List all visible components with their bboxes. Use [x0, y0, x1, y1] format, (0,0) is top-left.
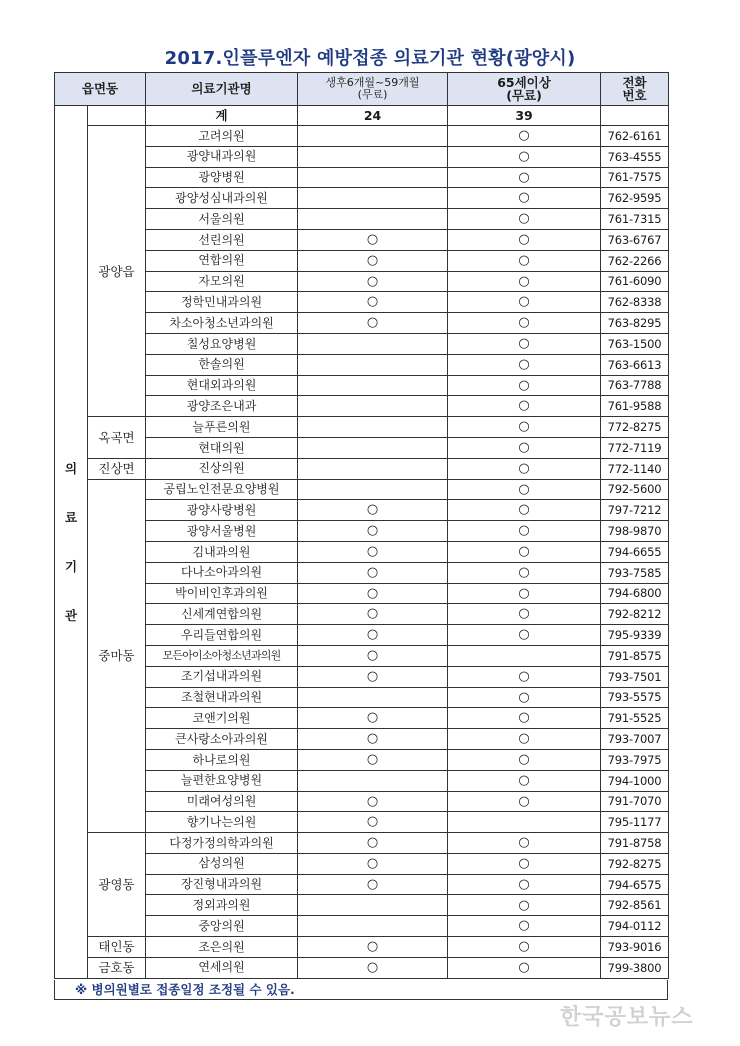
senior-vaccine-cell: ○ [448, 604, 601, 625]
child-vaccine-cell: ○ [298, 666, 448, 687]
table-row [55, 645, 669, 666]
group-label [55, 106, 88, 979]
child-vaccine-cell [298, 687, 448, 708]
table-row [55, 625, 669, 646]
header-child [298, 73, 448, 106]
phone-number-cell: 792-8212 [601, 604, 669, 625]
phone-number-cell: 763-1500 [601, 333, 669, 354]
institution-name-cell: 연합의원 [146, 250, 298, 271]
senior-vaccine-cell: ○ [448, 458, 601, 479]
phone-number-cell: 772-1140 [601, 458, 669, 479]
phone-number-cell: 792-8561 [601, 895, 669, 916]
senior-vaccine-cell: ○ [448, 500, 601, 521]
child-vaccine-cell: ○ [298, 625, 448, 646]
table-row [55, 188, 669, 209]
district-cell: 태인동 [88, 937, 146, 958]
institution-name-cell: 공립노인전문요양병원 [146, 479, 298, 500]
phone-number-cell: 793-7501 [601, 666, 669, 687]
district-cell: 금호동 [88, 957, 146, 978]
table-row [55, 833, 669, 854]
child-vaccine-cell [298, 167, 448, 188]
table-row [55, 687, 669, 708]
institution-name-cell: 현대외과의원 [146, 375, 298, 396]
table-row [55, 541, 669, 562]
table-row [55, 708, 669, 729]
senior-vaccine-cell: ○ [448, 937, 601, 958]
header-child-line2: (무료) [357, 88, 388, 101]
senior-vaccine-cell: ○ [448, 625, 601, 646]
table-row [55, 146, 669, 167]
district-cell: 중마동 [88, 479, 146, 833]
table-row [55, 167, 669, 188]
institution-name-cell: 미래여성의원 [146, 791, 298, 812]
phone-number-cell: 793-9016 [601, 937, 669, 958]
phone-number-cell: 762-8338 [601, 292, 669, 313]
child-vaccine-cell: ○ [298, 271, 448, 292]
phone-number-cell: 797-7212 [601, 500, 669, 521]
senior-vaccine-cell: ○ [448, 479, 601, 500]
phone-number-cell: 761-7315 [601, 209, 669, 230]
phone-number-cell: 795-9339 [601, 625, 669, 646]
table-row [55, 500, 669, 521]
phone-number-cell: 763-7788 [601, 375, 669, 396]
institution-name-cell: 광양서울병원 [146, 521, 298, 542]
child-vaccine-cell [298, 375, 448, 396]
table-row [55, 666, 669, 687]
district-cell: 옥곡면 [88, 417, 146, 459]
senior-vaccine-cell: ○ [448, 333, 601, 354]
senior-vaccine-cell: ○ [448, 729, 601, 750]
senior-vaccine-cell: ○ [448, 167, 601, 188]
total-phone-empty [601, 106, 669, 126]
senior-vaccine-cell: ○ [448, 126, 601, 147]
table-row [55, 583, 669, 604]
institution-name-cell: 현대의원 [146, 437, 298, 458]
institution-name-cell: 고려의원 [146, 126, 298, 147]
child-vaccine-cell [298, 146, 448, 167]
phone-number-cell: 763-4555 [601, 146, 669, 167]
phone-number-cell: 762-2266 [601, 250, 669, 271]
senior-vaccine-cell: ○ [448, 957, 601, 978]
child-vaccine-cell: ○ [298, 812, 448, 833]
table-row [55, 375, 669, 396]
institution-name-cell: 정외과의원 [146, 895, 298, 916]
table-row [55, 874, 669, 895]
senior-vaccine-cell: ○ [448, 521, 601, 542]
child-vaccine-cell: ○ [298, 313, 448, 334]
senior-vaccine-cell: ○ [448, 833, 601, 854]
phone-number-cell: 772-7119 [601, 437, 669, 458]
institution-name-cell: 조기섭내과의원 [146, 666, 298, 687]
institution-name-cell: 칠성요양병원 [146, 333, 298, 354]
phone-number-cell: 772-8275 [601, 417, 669, 438]
institution-name-cell: 모든아이소아청소년과의원 [146, 645, 298, 666]
phone-number-cell: 761-9588 [601, 396, 669, 417]
child-vaccine-cell: ○ [298, 604, 448, 625]
institution-name-cell: 진상의원 [146, 458, 298, 479]
phone-number-cell: 798-9870 [601, 521, 669, 542]
senior-vaccine-cell: ○ [448, 396, 601, 417]
institution-name-cell: 다나소아과의원 [146, 562, 298, 583]
group-label-char: 료 [64, 509, 78, 525]
institution-name-cell: 큰사랑소아과의원 [146, 729, 298, 750]
senior-vaccine-cell: ○ [448, 916, 601, 937]
phone-number-cell: 793-7007 [601, 729, 669, 750]
phone-number-cell: 792-8275 [601, 853, 669, 874]
senior-vaccine-cell: ○ [448, 791, 601, 812]
header-senior-line1: 65세이상 [497, 74, 551, 90]
institution-name-cell: 조은의원 [146, 937, 298, 958]
institution-name-cell: 늘편한요양병원 [146, 770, 298, 791]
child-vaccine-cell [298, 417, 448, 438]
phone-number-cell: 794-1000 [601, 770, 669, 791]
phone-number-cell: 793-7975 [601, 749, 669, 770]
senior-vaccine-cell: ○ [448, 209, 601, 230]
table-row [55, 791, 669, 812]
phone-number-cell: 794-6575 [601, 874, 669, 895]
page-title: 2017.인플루엔자 예방접종 의료기관 현황(광양시) [164, 48, 576, 69]
senior-vaccine-cell [448, 812, 601, 833]
total-row [55, 106, 669, 126]
child-vaccine-cell: ○ [298, 645, 448, 666]
child-vaccine-cell: ○ [298, 562, 448, 583]
table-row [55, 604, 669, 625]
table-row [55, 853, 669, 874]
child-vaccine-cell: ○ [298, 791, 448, 812]
institution-name-cell: 연세의원 [146, 957, 298, 978]
institution-name-cell: 김내과의원 [146, 541, 298, 562]
table-row [55, 229, 669, 250]
senior-vaccine-cell: ○ [448, 853, 601, 874]
child-vaccine-cell [298, 916, 448, 937]
table-row [55, 333, 669, 354]
phone-number-cell: 791-8575 [601, 645, 669, 666]
header-district: 읍면동 [55, 73, 146, 106]
district-cell: 광영동 [88, 833, 146, 937]
phone-number-cell: 762-9595 [601, 188, 669, 209]
total-empty-cell [88, 106, 146, 126]
institution-name-cell: 조철현내과의원 [146, 687, 298, 708]
senior-vaccine-cell: ○ [448, 417, 601, 438]
senior-vaccine-cell: ○ [448, 354, 601, 375]
institution-name-cell: 다정가정의학과의원 [146, 833, 298, 854]
header-senior [448, 73, 601, 106]
child-vaccine-cell: ○ [298, 957, 448, 978]
phone-number-cell: 763-6767 [601, 229, 669, 250]
institution-name-cell: 광양내과의원 [146, 146, 298, 167]
table-row [55, 417, 669, 438]
child-vaccine-cell [298, 437, 448, 458]
institution-name-cell: 광양조은내과 [146, 396, 298, 417]
child-vaccine-cell [298, 895, 448, 916]
institution-name-cell: 한솔의원 [146, 354, 298, 375]
institution-name-cell: 광양병원 [146, 167, 298, 188]
senior-vaccine-cell: ○ [448, 313, 601, 334]
senior-vaccine-cell: ○ [448, 437, 601, 458]
institution-name-cell: 코앤기의원 [146, 708, 298, 729]
table-row [55, 957, 669, 978]
phone-number-cell: 761-6090 [601, 271, 669, 292]
senior-vaccine-cell: ○ [448, 770, 601, 791]
institution-name-cell: 신세계연합의원 [146, 604, 298, 625]
child-vaccine-cell: ○ [298, 833, 448, 854]
child-vaccine-cell: ○ [298, 853, 448, 874]
child-vaccine-cell: ○ [298, 521, 448, 542]
child-vaccine-cell [298, 188, 448, 209]
table-row [55, 458, 669, 479]
footnote: ※ 병의원별로 접종일정 조정될 수 있음. [54, 980, 668, 1000]
institution-name-cell: 장진형내과의원 [146, 874, 298, 895]
senior-vaccine-cell: ○ [448, 292, 601, 313]
phone-number-cell: 792-5600 [601, 479, 669, 500]
table-row [55, 770, 669, 791]
child-vaccine-cell [298, 354, 448, 375]
header-institution: 의료기관명 [146, 73, 298, 106]
group-label-char: 의 [64, 460, 78, 476]
child-vaccine-cell: ○ [298, 541, 448, 562]
phone-number-cell: 791-8758 [601, 833, 669, 854]
district-cell: 진상면 [88, 458, 146, 479]
child-vaccine-cell [298, 209, 448, 230]
table-row [55, 521, 669, 542]
child-vaccine-cell [298, 396, 448, 417]
phone-number-cell: 762-6161 [601, 126, 669, 147]
senior-vaccine-cell: ○ [448, 708, 601, 729]
institution-name-cell: 선린의원 [146, 229, 298, 250]
phone-number-cell: 793-5575 [601, 687, 669, 708]
table-row [55, 729, 669, 750]
institution-name-cell: 광양사랑병원 [146, 500, 298, 521]
phone-number-cell: 761-7575 [601, 167, 669, 188]
header-phone [601, 73, 669, 106]
child-vaccine-cell: ○ [298, 583, 448, 604]
table-row [55, 895, 669, 916]
senior-vaccine-cell: ○ [448, 687, 601, 708]
header-child-line1: 생후6개월~59개월 [325, 76, 420, 90]
institution-name-cell: 중앙의원 [146, 916, 298, 937]
table-row [55, 749, 669, 770]
senior-vaccine-cell: ○ [448, 541, 601, 562]
table-row [55, 916, 669, 937]
table-row [55, 437, 669, 458]
child-vaccine-cell [298, 333, 448, 354]
header-phone-line1: 전화 [622, 74, 647, 90]
child-vaccine-cell: ○ [298, 292, 448, 313]
senior-vaccine-cell: ○ [448, 229, 601, 250]
institution-name-cell: 하나로의원 [146, 749, 298, 770]
table-row [55, 250, 669, 271]
child-vaccine-cell [298, 770, 448, 791]
phone-number-cell: 794-0112 [601, 916, 669, 937]
total-label: 계 [146, 106, 298, 126]
table-row [55, 354, 669, 375]
child-vaccine-cell: ○ [298, 229, 448, 250]
table-row [55, 479, 669, 500]
group-label-char: 기 [64, 558, 78, 574]
total-child-count: 24 [298, 106, 448, 126]
phone-number-cell: 794-6800 [601, 583, 669, 604]
table-row [55, 562, 669, 583]
senior-vaccine-cell: ○ [448, 666, 601, 687]
phone-number-cell: 794-6655 [601, 541, 669, 562]
institution-name-cell: 박이비인후과의원 [146, 583, 298, 604]
child-vaccine-cell: ○ [298, 729, 448, 750]
senior-vaccine-cell: ○ [448, 583, 601, 604]
child-vaccine-cell: ○ [298, 874, 448, 895]
senior-vaccine-cell: ○ [448, 375, 601, 396]
senior-vaccine-cell [448, 645, 601, 666]
phone-number-cell: 763-6613 [601, 354, 669, 375]
table-row [55, 209, 669, 230]
group-label-char: 관 [64, 607, 78, 623]
institution-name-cell: 서울의원 [146, 209, 298, 230]
table-row [55, 812, 669, 833]
institution-table [54, 72, 669, 979]
senior-vaccine-cell: ○ [448, 749, 601, 770]
institution-name-cell: 광양성심내과의원 [146, 188, 298, 209]
header-phone-line2: 번호 [622, 88, 647, 103]
table-row [55, 313, 669, 334]
senior-vaccine-cell: ○ [448, 562, 601, 583]
phone-number-cell: 799-3800 [601, 957, 669, 978]
table-row [55, 126, 669, 147]
child-vaccine-cell: ○ [298, 937, 448, 958]
table-row [55, 937, 669, 958]
senior-vaccine-cell: ○ [448, 271, 601, 292]
header-senior-line2: (무료) [506, 88, 542, 103]
watermark-logo: 한국공보뉴스 [560, 1005, 694, 1030]
senior-vaccine-cell: ○ [448, 146, 601, 167]
total-senior-count: 39 [448, 106, 601, 126]
child-vaccine-cell: ○ [298, 250, 448, 271]
senior-vaccine-cell: ○ [448, 895, 601, 916]
child-vaccine-cell: ○ [298, 500, 448, 521]
phone-number-cell: 791-5525 [601, 708, 669, 729]
phone-number-cell: 763-8295 [601, 313, 669, 334]
institution-name-cell: 우리들연합의원 [146, 625, 298, 646]
institution-name-cell: 정학민내과의원 [146, 292, 298, 313]
phone-number-cell: 795-1177 [601, 812, 669, 833]
institution-name-cell: 자모의원 [146, 271, 298, 292]
table-row [55, 271, 669, 292]
table-row [55, 292, 669, 313]
senior-vaccine-cell: ○ [448, 250, 601, 271]
institution-name-cell: 삼성의원 [146, 853, 298, 874]
institution-name-cell: 향기나는의원 [146, 812, 298, 833]
child-vaccine-cell [298, 479, 448, 500]
institution-name-cell: 차소아청소년과의원 [146, 313, 298, 334]
district-cell: 광양읍 [88, 126, 146, 417]
child-vaccine-cell [298, 458, 448, 479]
child-vaccine-cell: ○ [298, 749, 448, 770]
senior-vaccine-cell: ○ [448, 188, 601, 209]
institution-name-cell: 늘푸른의원 [146, 417, 298, 438]
child-vaccine-cell: ○ [298, 708, 448, 729]
phone-number-cell: 791-7070 [601, 791, 669, 812]
phone-number-cell: 793-7585 [601, 562, 669, 583]
child-vaccine-cell [298, 126, 448, 147]
table-row [55, 396, 669, 417]
senior-vaccine-cell: ○ [448, 874, 601, 895]
